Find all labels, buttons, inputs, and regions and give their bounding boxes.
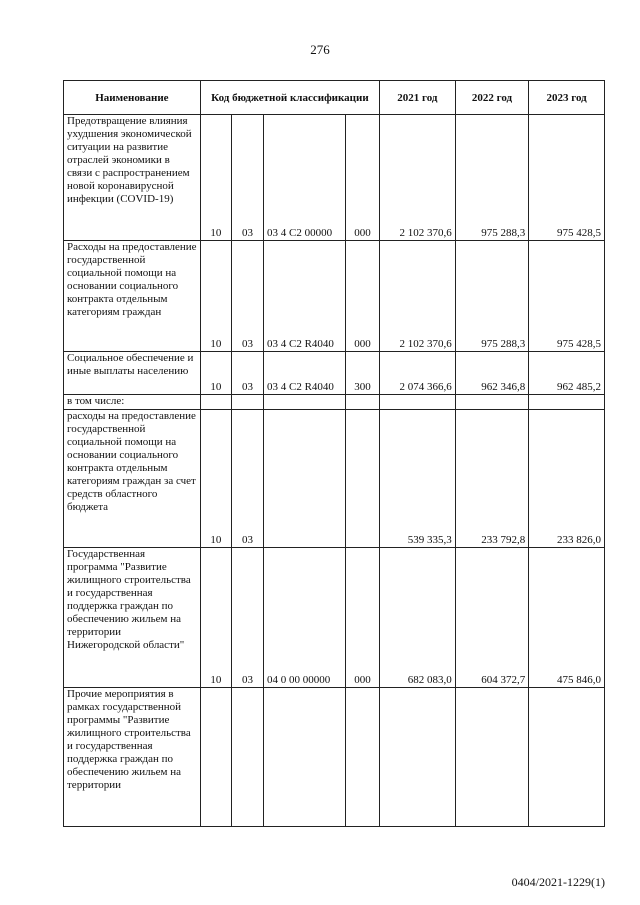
page-number: 276	[310, 42, 330, 57]
row-value-2021	[380, 395, 456, 410]
row-code-type: 000	[345, 241, 379, 352]
row-code-type	[345, 410, 379, 548]
row-code-target	[264, 688, 346, 827]
row-code-target: 03 4 C2 R4040	[264, 241, 346, 352]
row-value-2023	[529, 688, 605, 827]
row-code-section	[200, 688, 231, 827]
row-code-target: 04 0 00 00000	[264, 548, 346, 688]
row-code-section	[200, 395, 231, 410]
row-code-section: 10	[200, 548, 231, 688]
row-name: расходы на предоставление государственной социальной помощи на основании социального контракта отдельным категориям граждан за счет средств областного бюджета	[64, 410, 201, 548]
table-row	[64, 688, 605, 827]
row-name: Социальное обеспечение и иные выплаты населению	[64, 352, 201, 395]
row-code-section: 10	[200, 352, 231, 395]
row-value-2021: 2 102 370,6	[380, 115, 456, 241]
row-value-2022: 962 346,8	[455, 352, 529, 395]
row-code-subsection	[231, 688, 263, 827]
row-value-2023: 962 485,2	[529, 352, 605, 395]
table-row	[64, 115, 605, 241]
table-row	[64, 548, 605, 688]
row-code-target: 03 4 C2 R4040	[264, 352, 346, 395]
row-code-type: 000	[345, 548, 379, 688]
table-row	[64, 241, 605, 352]
header-2022: 2022 год	[455, 81, 529, 115]
row-value-2022: 975 288,3	[455, 241, 529, 352]
row-code-type	[345, 688, 379, 827]
row-code-subsection: 03	[231, 241, 263, 352]
row-code-subsection: 03	[231, 410, 263, 548]
row-value-2023: 975 428,5	[529, 241, 605, 352]
row-value-2023: 975 428,5	[529, 115, 605, 241]
row-value-2021	[380, 688, 456, 827]
row-name: Государственная программа "Развитие жилищного строительства и государственная поддержка граждан по обеспечению жильем на территории Нижегородской области"	[64, 548, 201, 688]
row-code-subsection: 03	[231, 352, 263, 395]
row-code-type	[345, 395, 379, 410]
budget-table	[63, 80, 605, 827]
row-value-2022	[455, 688, 529, 827]
table-row	[64, 352, 605, 395]
row-value-2022: 604 372,7	[455, 548, 529, 688]
row-code-target	[264, 395, 346, 410]
row-value-2022: 233 792,8	[455, 410, 529, 548]
row-name: Прочие мероприятия в рамках государственной программы "Развитие жилищного строительства и государственная поддержка граждан по обеспечению жильем на территории	[64, 688, 201, 827]
header-2023: 2023 год	[529, 81, 605, 115]
row-value-2023: 475 846,0	[529, 548, 605, 688]
row-code-subsection	[231, 395, 263, 410]
row-code-type: 000	[345, 115, 379, 241]
header-code: Код бюджетной классификации	[200, 81, 379, 115]
row-code-target	[264, 410, 346, 548]
table-header-row	[64, 81, 605, 115]
row-code-section: 10	[200, 241, 231, 352]
row-value-2023: 233 826,0	[529, 410, 605, 548]
row-value-2021: 539 335,3	[380, 410, 456, 548]
row-code-subsection: 03	[231, 115, 263, 241]
row-value-2021: 682 083,0	[380, 548, 456, 688]
header-2021: 2021 год	[380, 81, 456, 115]
row-code-section: 10	[200, 115, 231, 241]
row-value-2023	[529, 395, 605, 410]
row-code-section: 10	[200, 410, 231, 548]
row-value-2021: 2 102 370,6	[380, 241, 456, 352]
row-name: Расходы на предоставление государственной социальной помощи на основании социального контракта отдельным категориям граждан	[64, 241, 201, 352]
row-code-target: 03 4 C2 00000	[264, 115, 346, 241]
row-value-2022	[455, 395, 529, 410]
document-id: 0404/2021-1229(1)	[511, 875, 605, 889]
table-row	[64, 410, 605, 548]
row-code-subsection: 03	[231, 548, 263, 688]
row-value-2021: 2 074 366,6	[380, 352, 456, 395]
row-name: Предотвращение влияния ухудшения экономической ситуации на развитие отраслей экономики в связи с распространением новой коронавирусной инфекции (COVID-19)	[64, 115, 201, 241]
row-name: в том числе:	[64, 395, 201, 410]
row-code-type: 300	[345, 352, 379, 395]
table-row	[64, 395, 605, 410]
row-value-2022: 975 288,3	[455, 115, 529, 241]
header-name: Наименование	[64, 81, 201, 115]
